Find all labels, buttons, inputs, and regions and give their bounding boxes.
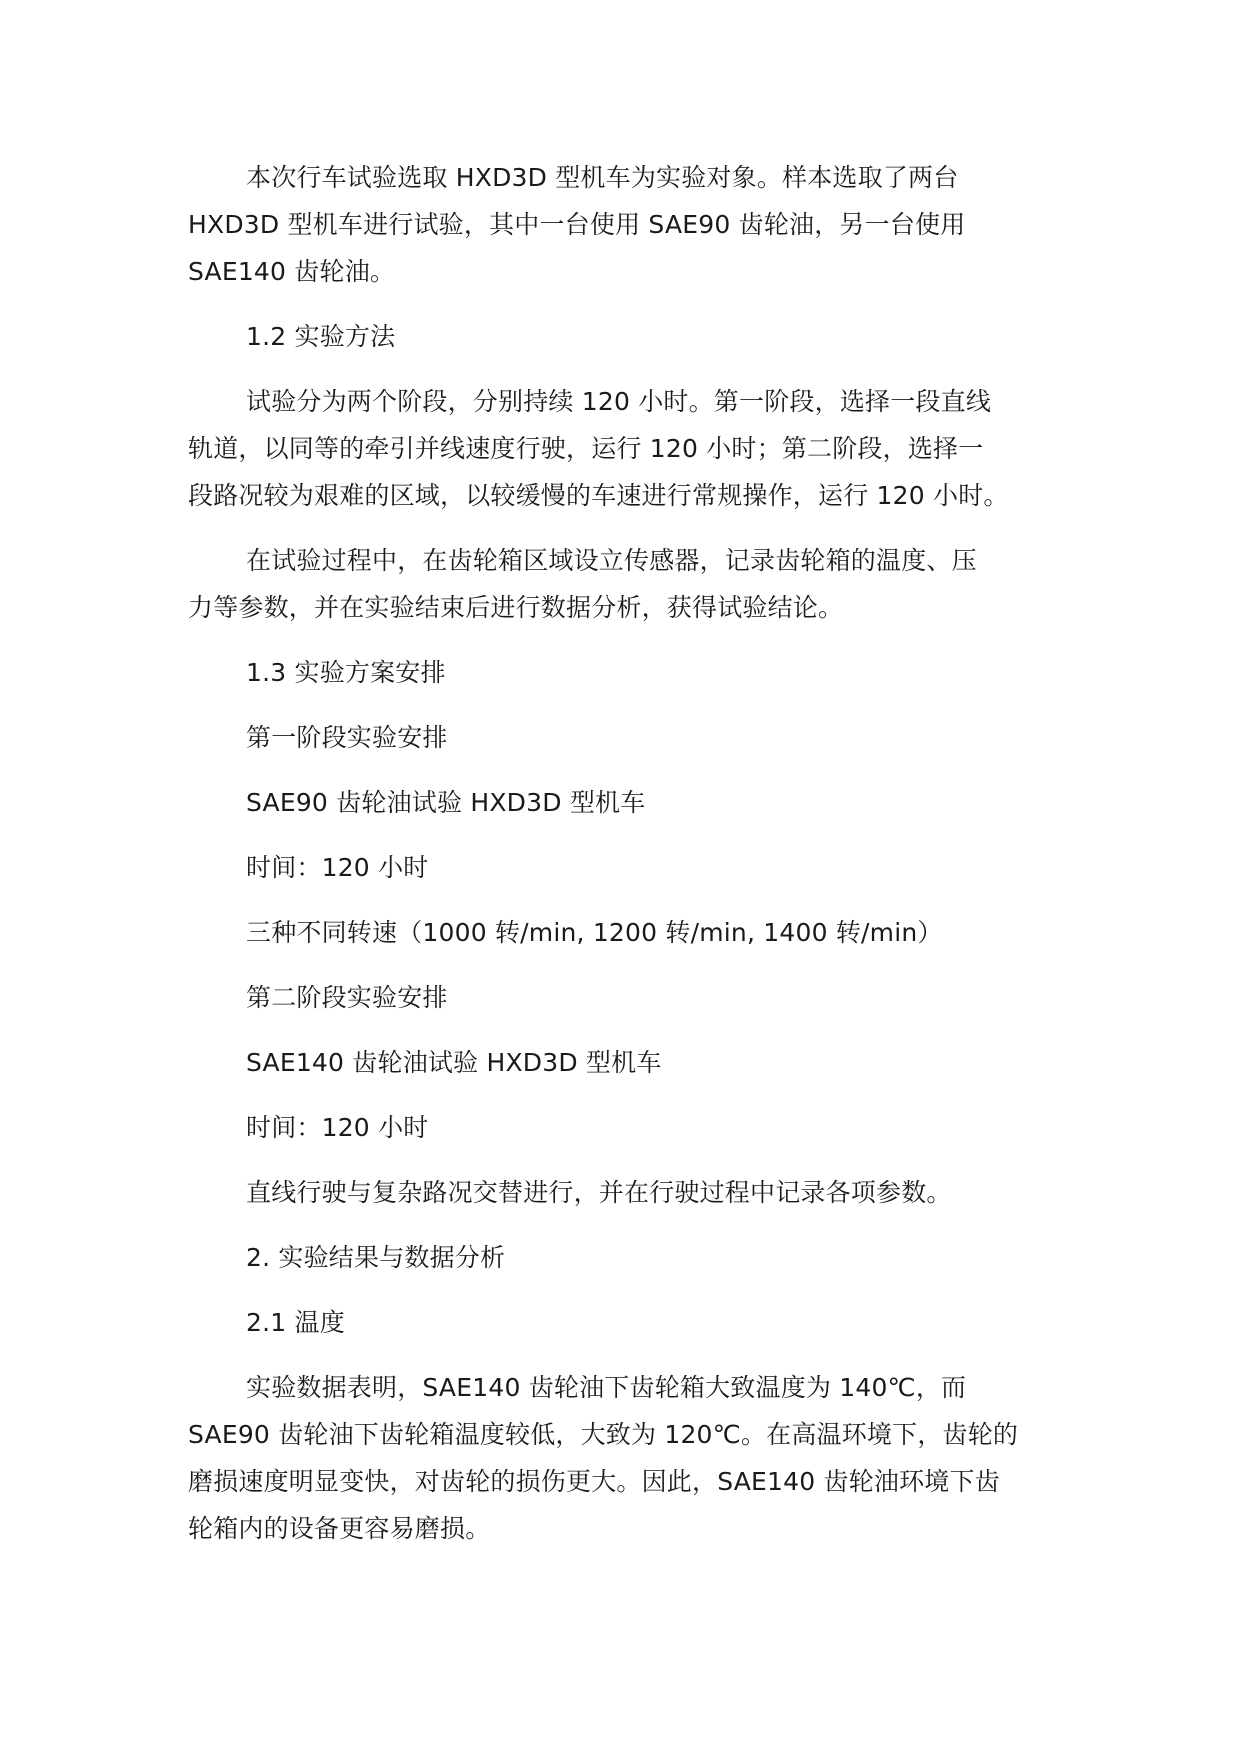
text-line: 时间：120 小时 bbox=[246, 853, 429, 882]
paragraph-test-stages bbox=[188, 378, 1088, 519]
stage-one-speeds bbox=[188, 909, 1088, 956]
paragraph-temperature-results bbox=[188, 1364, 1088, 1552]
text-line: 三种不同转速（1000 转/min, 1200 转/min, 1400 转/min） bbox=[246, 918, 943, 947]
document-body bbox=[188, 154, 1088, 1552]
heading-1-3-plan bbox=[188, 649, 1088, 696]
text-line: HXD3D 型机车进行试验，其中一台使用 SAE90 齿轮油，另一台使用 bbox=[188, 210, 966, 239]
text-line: SAE140 齿轮油试验 HXD3D 型机车 bbox=[246, 1048, 662, 1077]
stage-one-oil bbox=[188, 779, 1088, 826]
stage-two-conditions bbox=[188, 1169, 1088, 1216]
paragraph-test-subject bbox=[188, 154, 1088, 295]
text-line: 轮箱内的设备更容易磨损。 bbox=[188, 1514, 491, 1543]
stage-two-oil bbox=[188, 1039, 1088, 1086]
text-line: 第一阶段实验安排 bbox=[246, 723, 448, 752]
text-line: 实验数据表明，SAE140 齿轮油下齿轮箱大致温度为 140℃，而 bbox=[246, 1373, 967, 1402]
text-line: 2. 实验结果与数据分析 bbox=[246, 1243, 506, 1272]
text-line: 2.1 温度 bbox=[246, 1308, 345, 1337]
stage-two-heading bbox=[188, 974, 1088, 1021]
heading-1-2-method bbox=[188, 313, 1088, 360]
text-line: 时间：120 小时 bbox=[246, 1113, 429, 1142]
stage-one-heading bbox=[188, 714, 1088, 761]
text-line: 在试验过程中，在齿轮箱区域设立传感器，记录齿轮箱的温度、压 bbox=[246, 546, 977, 575]
text-line: SAE90 齿轮油下齿轮箱温度较低，大致为 120℃。在高温环境下，齿轮的 bbox=[188, 1420, 1019, 1449]
text-line: 直线行驶与复杂路况交替进行，并在行驶过程中记录各项参数。 bbox=[246, 1178, 952, 1207]
text-line: 第二阶段实验安排 bbox=[246, 983, 448, 1012]
text-line: 段路况较为艰难的区域，以较缓慢的车速进行常规操作，运行 120 小时。 bbox=[188, 481, 1009, 510]
text-line: 力等参数，并在实验结束后进行数据分析，获得试验结论。 bbox=[188, 593, 844, 622]
text-line: SAE140 齿轮油。 bbox=[188, 257, 396, 286]
text-line: 本次行车试验选取 HXD3D 型机车为实验对象。样本选取了两台 bbox=[246, 163, 959, 192]
heading-2-results bbox=[188, 1234, 1088, 1281]
text-line: 1.2 实验方法 bbox=[246, 322, 396, 351]
text-line: 1.3 实验方案安排 bbox=[246, 658, 446, 687]
stage-one-time bbox=[188, 844, 1088, 891]
paragraph-sensors bbox=[188, 537, 1088, 631]
text-line: 试验分为两个阶段，分别持续 120 小时。第一阶段，选择一段直线 bbox=[246, 387, 992, 416]
text-line: 磨损速度明显变快，对齿轮的损伤更大。因此，SAE140 齿轮油环境下齿 bbox=[188, 1467, 1000, 1496]
text-line: 轨道，以同等的牵引并线速度行驶，运行 120 小时；第二阶段，选择一 bbox=[188, 434, 984, 463]
heading-2-1-temperature bbox=[188, 1299, 1088, 1346]
text-line: SAE90 齿轮油试验 HXD3D 型机车 bbox=[246, 788, 646, 817]
stage-two-time bbox=[188, 1104, 1088, 1151]
